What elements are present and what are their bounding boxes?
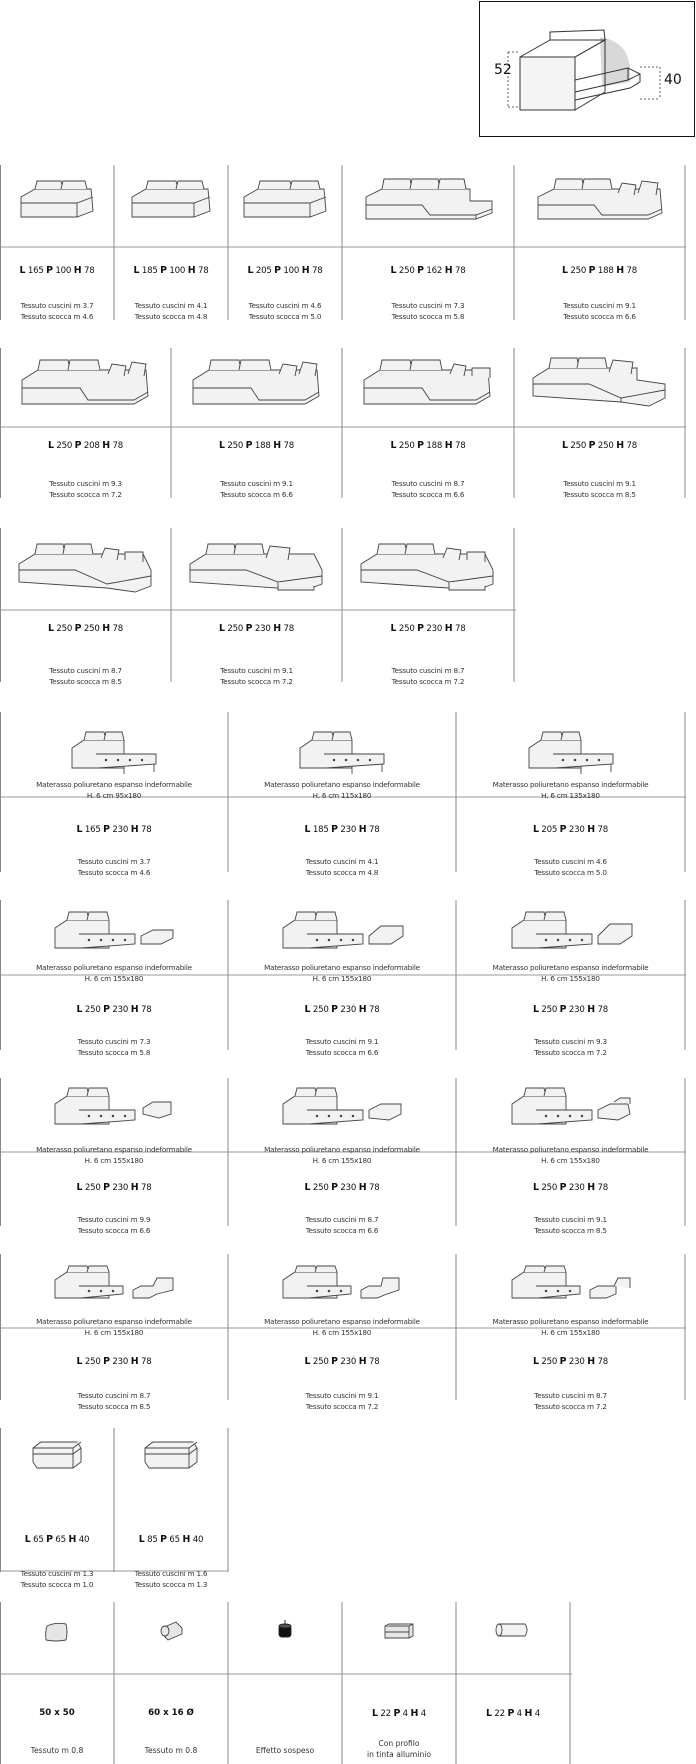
fabric-quantities: Tessuto cuscini m 1.3 Tessuto scocca m 1.0 — [20, 1569, 94, 1589]
dimensions: L 250 P 230 H 78 — [304, 1356, 380, 1367]
dimensions: L 205 P 100 H 78 — [247, 265, 323, 276]
fabric-quantities: Tessuto cuscini m 4.6 Tessuto scocca m 5.0 — [534, 857, 607, 877]
dimensions: L 165 P 100 H 78 — [19, 265, 95, 276]
sofa-bed-chaise-icon — [506, 910, 636, 958]
corner-sofa-chaise-icon — [525, 354, 675, 408]
pouf-large-icon — [139, 1438, 203, 1474]
model-cell — [171, 528, 342, 686]
mattress-info: Materasso poliuretano espanso indeformabile H. 6 cm 155x180 — [264, 1145, 420, 1165]
dimensions: L 250 P 162 H 78 — [390, 265, 466, 276]
fabric-quantities: Tessuto cuscini m 3.7 Tessuto scocca m 4.6 — [77, 857, 151, 877]
mattress-info: Materasso poliuretano espanso indeformabile H. 6 cm 95x180 — [36, 780, 192, 800]
dimensions: L 250 P 230 H 78 — [532, 1182, 608, 1193]
mattress-info: Materasso poliuretano espanso indeformabile H. 6 cm 155x180 — [492, 1317, 649, 1337]
model-cell — [0, 528, 171, 686]
dimensions: L 205 P 230 H 78 — [532, 824, 608, 835]
model-cell — [342, 165, 514, 320]
dimensions: L 65 P 65 H 40 — [24, 1534, 90, 1545]
accessory-cell — [342, 1602, 456, 1764]
dimensions: L 22 P 4 H 4 — [486, 1708, 540, 1719]
sofabed-cell — [228, 1078, 456, 1235]
fabric-quantities: Tessuto cuscini m 9.9 Tessuto scocca m 6.6 — [77, 1215, 151, 1235]
dimensions: L 250 P 188 H 78 — [218, 440, 294, 451]
sofabed-cell — [0, 900, 228, 1057]
fabric-quantities: Tessuto cuscini m 9.1 Tessuto scocca m 7.2 — [220, 666, 293, 686]
fabric-quantities: Tessuto cuscini m 8.7 Tessuto scocca m 8.5 — [49, 666, 122, 686]
accessory-note: Tessuto m 0.8 — [144, 1746, 198, 1755]
fabric-quantities: Tessuto cuscini m 8.7 Tessuto scocca m 6.6 — [305, 1215, 379, 1235]
sofa-bed-chaise-icon — [506, 1086, 636, 1134]
sofa-2-seat-large-icon — [126, 177, 216, 221]
corner-sofa-icon — [358, 175, 498, 223]
sofa-bed-chaise-icon — [49, 1086, 179, 1134]
model-cell — [0, 348, 171, 498]
model-cell — [228, 165, 342, 320]
fabric-quantities: Tessuto cuscini m 9.1 Tessuto scocca m 6.6 — [220, 479, 293, 499]
sofabed-cell — [228, 900, 456, 1057]
sofabed-cell — [0, 1254, 228, 1411]
fabric-quantities: Tessuto cuscini m 4.6 Tessuto scocca m 5.0 — [248, 301, 322, 321]
fabric-quantities: Tessuto cuscini m 9.1 Tessuto scocca m 7.2 — [305, 1391, 379, 1411]
mattress-info: Materasso poliuretano espanso indeformabile H. 6 cm 115x180 — [264, 780, 420, 800]
fabric-quantities: Tessuto cuscini m 8.7 Tessuto scocca m 7.2 — [534, 1391, 607, 1411]
sofabed-cell — [456, 1078, 685, 1235]
sofa-section-diagram — [480, 2, 696, 138]
accessory-cell — [114, 1602, 228, 1764]
sofa-bed-open-icon — [521, 730, 621, 776]
corner-sofa-bed-icon — [353, 540, 503, 594]
mattress-info: Materasso poliuretano espanso indeformabile H. 6 cm 155x180 — [36, 963, 192, 983]
pouf-icon — [27, 1438, 87, 1474]
mattress-info: Materasso poliuretano espanso indeformabile H. 6 cm 155x180 — [264, 963, 420, 983]
pouf-cell — [0, 1428, 114, 1589]
seat-height-label: 52 — [494, 62, 512, 78]
model-cell — [114, 165, 228, 320]
sofa-bed-open-icon — [292, 730, 392, 776]
dimensions: L 250 P 250 H 78 — [47, 623, 123, 634]
model-cell — [0, 165, 114, 320]
fabric-quantities: Tessuto cuscini m 7.3 Tessuto scocca m 5.8 — [77, 1037, 151, 1057]
dimensions: L 250 P 230 H 78 — [390, 623, 466, 634]
accessory-size: 60 x 16 Ø — [148, 1708, 194, 1718]
pouf-cell — [114, 1428, 228, 1589]
accessory-note: Tessuto m 0.8 — [30, 1746, 84, 1755]
sofabed-cell — [0, 1078, 228, 1235]
fabric-quantities: Tessuto cuscini m 9.1 Tessuto scocca m 6.6 — [305, 1037, 379, 1057]
roll-cushion-icon — [493, 1620, 533, 1640]
seat-depth-label: 40 — [664, 72, 682, 88]
dimensions: L 250 P 230 H 78 — [532, 1356, 608, 1367]
fabric-quantities: Tessuto cuscini m 9.1 Tessuto scocca m 8.5 — [563, 479, 636, 499]
sofa-bed-chaise-icon — [277, 1086, 407, 1134]
corner-sofa-icon — [14, 356, 158, 408]
mattress-info: Materasso poliuretano espanso indeformabile H. 6 cm 155x180 — [492, 1145, 649, 1165]
dimensions: L 250 P 188 H 78 — [561, 265, 637, 276]
model-cell — [342, 528, 514, 686]
mattress-info: Materasso poliuretano espanso indeformabile H. 6 cm 155x180 — [36, 1317, 192, 1337]
fabric-quantities: Tessuto cuscini m 8.7 Tessuto scocca m 8.5 — [77, 1391, 151, 1411]
accessory-note: Con profilo in tinta alluminio — [366, 1739, 432, 1759]
sofabed-cell — [0, 712, 228, 877]
corner-sofa-pillows-icon — [530, 175, 670, 223]
fabric-quantities: Tessuto cuscini m 1.6 Tessuto scocca m 1.3 — [134, 1569, 208, 1589]
model-cell — [514, 165, 685, 320]
dimensions: L 22 P 4 H 4 — [372, 1708, 426, 1719]
fabric-quantities: Tessuto cuscini m 8.7 Tessuto scocca m 7.2 — [391, 666, 465, 686]
sofabed-cell — [456, 900, 685, 1057]
fabric-quantities: Tessuto cuscini m 9.3 Tessuto scocca m 7.2 — [49, 479, 122, 499]
bolster-cushion-icon — [156, 1618, 186, 1644]
accessory-size: 50 x 50 — [39, 1708, 75, 1718]
dimensions: L 185 P 100 H 78 — [133, 265, 209, 276]
sofa-bed-chaise-icon — [49, 1264, 179, 1308]
fabric-quantities: Tessuto cuscini m 9.1 Tessuto scocca m 8.5 — [534, 1215, 607, 1235]
header-diagram-box — [479, 1, 695, 137]
dimensions: L 185 P 230 H 78 — [304, 824, 380, 835]
sofa-2-seat-icon — [15, 177, 99, 221]
accessory-cell — [456, 1602, 570, 1764]
mattress-info: Materasso poliuretano espanso indeformabile H. 6 cm 155x180 — [264, 1317, 420, 1337]
sofa-bed-chaise-icon — [49, 910, 179, 958]
dimensions: L 250 P 230 H 78 — [76, 1356, 152, 1367]
dimensions: L 250 P 230 H 78 — [304, 1182, 380, 1193]
sofabed-cell — [228, 712, 456, 877]
fabric-quantities: Tessuto cuscini m 8.7 Tessuto scocca m 6.6 — [391, 479, 465, 499]
dimensions: L 250 P 230 H 78 — [304, 1004, 380, 1015]
dimensions: L 250 P 250 H 78 — [561, 440, 637, 451]
sofabed-cell — [228, 1254, 456, 1411]
cushion-icon — [42, 1620, 72, 1644]
mattress-info: Materasso poliuretano espanso indeformabile H. 6 cm 155x180 — [492, 963, 649, 983]
fabric-quantities: Tessuto cuscini m 4.1 Tessuto scocca m 4.8 — [134, 301, 208, 321]
fabric-quantities: Tessuto cuscini m 9.1 Tessuto scocca m 6.6 — [563, 301, 636, 321]
sofa-3-seat-icon — [238, 177, 332, 221]
corner-sofa-icon — [185, 356, 329, 408]
dimensions: L 250 P 230 H 78 — [218, 623, 294, 634]
fabric-quantities: Tessuto cuscini m 9.3 Tessuto scocca m 7.2 — [534, 1037, 607, 1057]
corner-sofa-chaise-icon — [11, 540, 161, 594]
accessory-note: Effetto sospeso — [255, 1746, 315, 1755]
dimensions: L 165 P 230 H 78 — [76, 824, 152, 835]
dimensions: L 250 P 188 H 78 — [390, 440, 466, 451]
dimensions: L 250 P 208 H 78 — [47, 440, 123, 451]
corner-sofa-armrest-icon — [356, 356, 500, 408]
corner-sofa-bed-icon — [182, 540, 332, 594]
fabric-quantities: Tessuto cuscini m 4.1 Tessuto scocca m 4.8 — [305, 857, 379, 877]
dimensions: L 250 P 230 H 78 — [76, 1182, 152, 1193]
sofa-bed-chaise-icon — [277, 910, 407, 958]
sofa-bed-chaise-icon — [506, 1264, 636, 1308]
mattress-info: Materasso poliuretano espanso indeformabile H. 6 cm 155x180 — [36, 1145, 192, 1165]
model-cell — [514, 348, 685, 498]
mattress-info: Materasso poliuretano espanso indeformabile H. 6 cm 135x180 — [492, 780, 649, 800]
sofabed-cell — [456, 712, 685, 877]
sofabed-cell — [456, 1254, 685, 1411]
accessory-cell — [0, 1602, 114, 1764]
accessory-cell — [228, 1602, 342, 1764]
aluminium-profile-icon — [381, 1620, 417, 1642]
dimensions: L 250 P 230 H 78 — [76, 1004, 152, 1015]
sofa-bed-chaise-icon — [277, 1264, 407, 1308]
fabric-quantities: Tessuto cuscini m 3.7 Tessuto scocca m 4.6 — [20, 301, 94, 321]
suspended-foot-icon — [275, 1618, 295, 1640]
sofa-bed-open-icon — [64, 730, 164, 776]
dimensions: L 85 P 65 H 40 — [138, 1534, 204, 1545]
model-cell — [171, 348, 342, 498]
dimensions: L 250 P 230 H 78 — [532, 1004, 608, 1015]
model-cell — [342, 348, 514, 498]
fabric-quantities: Tessuto cuscini m 7.3 Tessuto scocca m 5.8 — [391, 301, 465, 321]
